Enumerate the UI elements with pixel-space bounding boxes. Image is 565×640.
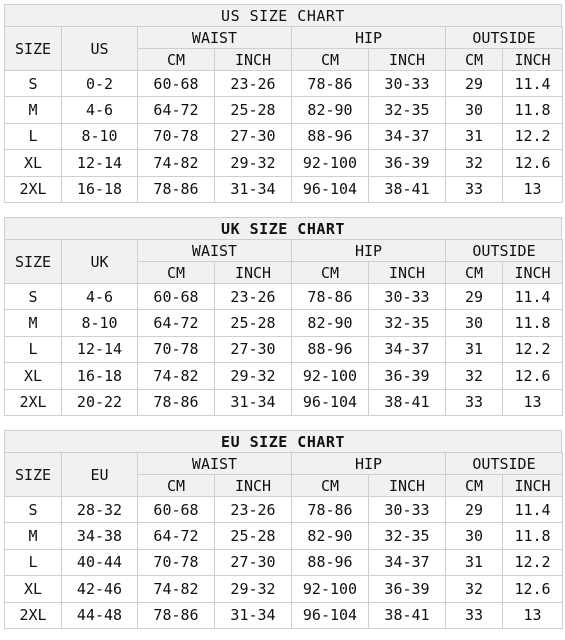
hip-inch-cell: 34-37 [369, 336, 446, 362]
outside-inch-cell: 12.2 [503, 549, 563, 575]
us-size-chart [4, 4, 562, 203]
outside-cm-cell: 33 [446, 176, 503, 202]
table-row [5, 71, 563, 97]
hip-inch-cell: 30-33 [369, 497, 446, 523]
outside-cm-cell: 30 [446, 523, 503, 549]
waist-cm-cell: 60-68 [138, 71, 215, 97]
outside-cm-cell: 30 [446, 310, 503, 336]
outside-inch-header: INCH [503, 49, 563, 71]
region-size-cell: 8-10 [62, 123, 138, 149]
chart-title: UK SIZE CHART [4, 217, 562, 239]
waist-inch-cell: 29-32 [215, 150, 292, 176]
region-header: US [62, 27, 138, 71]
outside-cm-cell: 29 [446, 71, 503, 97]
size-cell: XL [5, 363, 62, 389]
outside-cm-header: CM [446, 262, 503, 284]
hip-cm-cell: 92-100 [292, 363, 369, 389]
outside-inch-cell: 13 [503, 602, 563, 628]
table-row [5, 176, 563, 202]
hip-cm-cell: 88-96 [292, 123, 369, 149]
size-cell: M [5, 97, 62, 123]
size-cell: S [5, 497, 62, 523]
outside-inch-cell: 11.4 [503, 497, 563, 523]
region-size-cell: 20-22 [62, 389, 138, 415]
table-row [5, 310, 563, 336]
chart-title: EU SIZE CHART [4, 430, 562, 452]
region-size-cell: 42-46 [62, 576, 138, 602]
waist-cm-cell: 78-86 [138, 389, 215, 415]
outside-cm-cell: 33 [446, 602, 503, 628]
outside-inch-cell: 11.4 [503, 71, 563, 97]
hip-inch-cell: 30-33 [369, 71, 446, 97]
waist-cm-header: CM [138, 49, 215, 71]
table-row [5, 497, 563, 523]
hip-inch-cell: 32-35 [369, 523, 446, 549]
region-size-cell: 40-44 [62, 549, 138, 575]
hip-inch-header: INCH [369, 49, 446, 71]
size-cell: L [5, 336, 62, 362]
hip-cm-cell: 88-96 [292, 549, 369, 575]
waist-cm-cell: 74-82 [138, 363, 215, 389]
hip-cm-cell: 82-90 [292, 310, 369, 336]
outside-cm-cell: 33 [446, 389, 503, 415]
region-size-cell: 12-14 [62, 150, 138, 176]
outside-inch-cell: 11.4 [503, 284, 563, 310]
waist-inch-cell: 27-30 [215, 549, 292, 575]
hip-cm-header: CM [292, 49, 369, 71]
eu-size-chart [4, 430, 562, 629]
hip-inch-header: INCH [369, 262, 446, 284]
table-row [5, 123, 563, 149]
hip-header: HIP [292, 240, 446, 262]
hip-cm-cell: 88-96 [292, 336, 369, 362]
waist-cm-cell: 70-78 [138, 336, 215, 362]
region-size-cell: 12-14 [62, 336, 138, 362]
region-size-cell: 4-6 [62, 284, 138, 310]
table-row [5, 549, 563, 575]
waist-inch-cell: 31-34 [215, 389, 292, 415]
size-table [4, 452, 563, 629]
hip-inch-cell: 34-37 [369, 549, 446, 575]
hip-inch-cell: 36-39 [369, 576, 446, 602]
outside-inch-cell: 11.8 [503, 310, 563, 336]
size-cell: M [5, 310, 62, 336]
hip-cm-cell: 92-100 [292, 576, 369, 602]
waist-cm-cell: 60-68 [138, 497, 215, 523]
outside-header: OUTSIDE [446, 27, 563, 49]
outside-cm-header: CM [446, 475, 503, 497]
outside-cm-cell: 31 [446, 123, 503, 149]
uk-size-chart [4, 217, 562, 416]
size-cell: 2XL [5, 602, 62, 628]
hip-cm-cell: 96-104 [292, 389, 369, 415]
hip-cm-header: CM [292, 262, 369, 284]
waist-inch-cell: 23-26 [215, 71, 292, 97]
outside-cm-cell: 29 [446, 497, 503, 523]
outside-inch-cell: 12.6 [503, 363, 563, 389]
table-row [5, 389, 563, 415]
size-cell: L [5, 123, 62, 149]
table-row [5, 97, 563, 123]
region-size-cell: 28-32 [62, 497, 138, 523]
table-row [5, 150, 563, 176]
region-size-cell: 8-10 [62, 310, 138, 336]
waist-cm-cell: 64-72 [138, 523, 215, 549]
outside-header: OUTSIDE [446, 240, 563, 262]
hip-cm-cell: 78-86 [292, 284, 369, 310]
waist-cm-cell: 78-86 [138, 176, 215, 202]
size-header: SIZE [5, 453, 62, 497]
waist-inch-cell: 29-32 [215, 363, 292, 389]
outside-cm-cell: 30 [446, 97, 503, 123]
region-size-cell: 44-48 [62, 602, 138, 628]
waist-inch-header: INCH [215, 262, 292, 284]
outside-inch-cell: 13 [503, 389, 563, 415]
hip-inch-cell: 36-39 [369, 150, 446, 176]
region-header: EU [62, 453, 138, 497]
size-cell: 2XL [5, 389, 62, 415]
outside-inch-cell: 12.6 [503, 150, 563, 176]
waist-inch-cell: 25-28 [215, 310, 292, 336]
waist-header: WAIST [138, 453, 292, 475]
hip-cm-cell: 96-104 [292, 602, 369, 628]
hip-header: HIP [292, 453, 446, 475]
waist-cm-cell: 60-68 [138, 284, 215, 310]
hip-inch-cell: 38-41 [369, 389, 446, 415]
outside-cm-cell: 31 [446, 336, 503, 362]
table-row [5, 576, 563, 602]
header-row [5, 240, 563, 262]
hip-cm-cell: 82-90 [292, 523, 369, 549]
hip-cm-cell: 96-104 [292, 176, 369, 202]
waist-cm-cell: 78-86 [138, 602, 215, 628]
size-cell: S [5, 71, 62, 97]
size-table [4, 239, 563, 416]
waist-inch-cell: 25-28 [215, 97, 292, 123]
waist-inch-header: INCH [215, 49, 292, 71]
waist-cm-cell: 70-78 [138, 123, 215, 149]
hip-cm-cell: 82-90 [292, 97, 369, 123]
header-row [5, 453, 563, 475]
hip-inch-header: INCH [369, 475, 446, 497]
waist-inch-cell: 31-34 [215, 176, 292, 202]
chart-title: US SIZE CHART [4, 4, 562, 26]
hip-header: HIP [292, 27, 446, 49]
outside-inch-header: INCH [503, 475, 563, 497]
waist-inch-cell: 23-26 [215, 497, 292, 523]
hip-inch-cell: 38-41 [369, 176, 446, 202]
region-size-cell: 16-18 [62, 176, 138, 202]
hip-inch-cell: 30-33 [369, 284, 446, 310]
waist-header: WAIST [138, 240, 292, 262]
waist-cm-header: CM [138, 262, 215, 284]
outside-cm-cell: 29 [446, 284, 503, 310]
waist-inch-cell: 29-32 [215, 576, 292, 602]
region-size-cell: 0-2 [62, 71, 138, 97]
waist-cm-header: CM [138, 475, 215, 497]
region-size-cell: 4-6 [62, 97, 138, 123]
hip-cm-cell: 78-86 [292, 497, 369, 523]
hip-inch-cell: 36-39 [369, 363, 446, 389]
hip-inch-cell: 38-41 [369, 602, 446, 628]
size-cell: XL [5, 150, 62, 176]
outside-cm-cell: 31 [446, 549, 503, 575]
waist-header: WAIST [138, 27, 292, 49]
table-row [5, 363, 563, 389]
outside-cm-cell: 32 [446, 150, 503, 176]
size-cell: S [5, 284, 62, 310]
table-row [5, 284, 563, 310]
waist-cm-cell: 64-72 [138, 97, 215, 123]
waist-cm-cell: 74-82 [138, 576, 215, 602]
waist-inch-cell: 27-30 [215, 123, 292, 149]
region-size-cell: 16-18 [62, 363, 138, 389]
waist-inch-cell: 23-26 [215, 284, 292, 310]
outside-cm-cell: 32 [446, 576, 503, 602]
outside-inch-cell: 13 [503, 176, 563, 202]
waist-inch-cell: 27-30 [215, 336, 292, 362]
size-cell: 2XL [5, 176, 62, 202]
hip-cm-header: CM [292, 475, 369, 497]
waist-cm-cell: 64-72 [138, 310, 215, 336]
outside-inch-cell: 11.8 [503, 523, 563, 549]
outside-header: OUTSIDE [446, 453, 563, 475]
waist-inch-cell: 25-28 [215, 523, 292, 549]
size-table [4, 26, 563, 203]
size-cell: L [5, 549, 62, 575]
outside-inch-cell: 12.2 [503, 123, 563, 149]
hip-inch-cell: 32-35 [369, 97, 446, 123]
waist-cm-cell: 74-82 [138, 150, 215, 176]
size-cell: M [5, 523, 62, 549]
size-cell: XL [5, 576, 62, 602]
outside-inch-cell: 12.2 [503, 336, 563, 362]
outside-cm-cell: 32 [446, 363, 503, 389]
waist-cm-cell: 70-78 [138, 549, 215, 575]
hip-inch-cell: 32-35 [369, 310, 446, 336]
outside-inch-cell: 12.6 [503, 576, 563, 602]
outside-inch-cell: 11.8 [503, 97, 563, 123]
hip-cm-cell: 78-86 [292, 71, 369, 97]
hip-inch-cell: 34-37 [369, 123, 446, 149]
size-header: SIZE [5, 27, 62, 71]
table-row [5, 336, 563, 362]
waist-inch-cell: 31-34 [215, 602, 292, 628]
header-row [5, 27, 563, 49]
table-row [5, 602, 563, 628]
outside-cm-header: CM [446, 49, 503, 71]
table-row [5, 523, 563, 549]
region-header: UK [62, 240, 138, 284]
hip-cm-cell: 92-100 [292, 150, 369, 176]
region-size-cell: 34-38 [62, 523, 138, 549]
size-header: SIZE [5, 240, 62, 284]
outside-inch-header: INCH [503, 262, 563, 284]
waist-inch-header: INCH [215, 475, 292, 497]
